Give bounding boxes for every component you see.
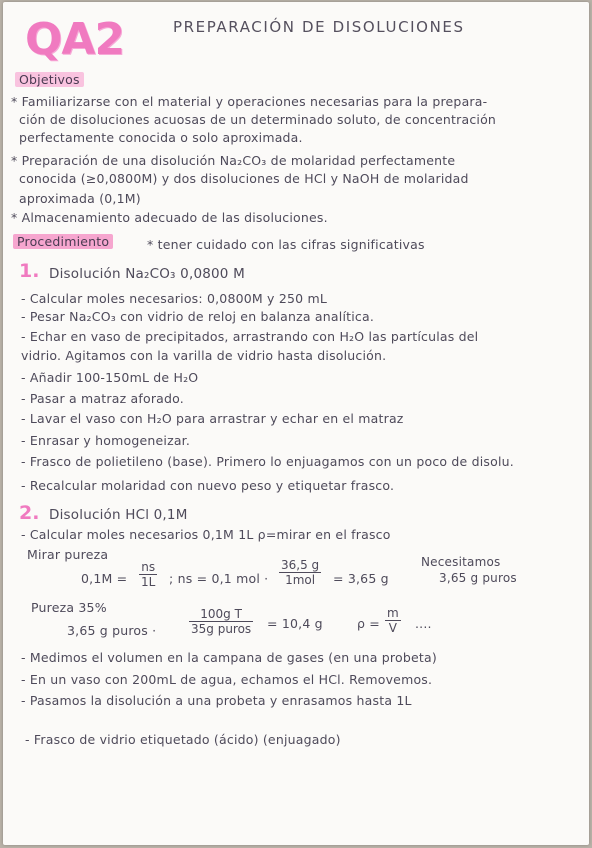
step-2-line: - En un vaso con 200mL de agua, echamos el HCl. Removemos. xyxy=(21,672,433,687)
eq2-fraction: 100g T 35g puros xyxy=(191,607,252,636)
objetivos-line: ción de disoluciones acuosas de un determinado soluto, de concentración xyxy=(19,112,497,127)
eq1-fraction: $\frac{ns}{1L}$ xyxy=(141,560,156,589)
step-1-line: - Pasar a matraz aforado. xyxy=(21,391,184,406)
step-2-mirar-pureza: Mirar pureza xyxy=(27,547,109,562)
step-1-line: - Pesar Na₂CO₃ con vidrio de reloj en balanza analítica. xyxy=(21,309,374,324)
necesitamos-value: 3,65 g puros xyxy=(439,571,517,585)
step-1-line: - Recalcular molaridad con nuevo peso y etiquetar frasco. xyxy=(21,478,395,493)
eq1-fraction-2: 36,5 g 1mol xyxy=(281,558,320,587)
objetivos-line: perfectamente conocida o solo aproximada. xyxy=(19,130,303,145)
eq1-result: = 3,65 g xyxy=(333,571,389,586)
step-2-line: - Medimos el volumen en la campana de gases (en una probeta) xyxy=(21,650,437,665)
pureza-label: Pureza 35% xyxy=(31,600,107,615)
step-1-line: - Echar en vaso de precipitados, arrastrando con H₂O las partículas del xyxy=(21,329,479,344)
page-title: PREPARACIÓN DE DISOLUCIONES xyxy=(173,18,465,36)
objetivos-line: * Almacenamiento adecuado de las disoluciones. xyxy=(11,210,328,225)
eq1-left: 0,1M = xyxy=(81,571,128,586)
step-1-line: - Añadir 100-150mL de H₂O xyxy=(21,370,199,385)
procedimiento-heading: Procedimiento xyxy=(13,234,113,249)
step-2-line: - Pasamos la disolución a una probeta y enrasamos hasta 1L xyxy=(21,693,412,708)
step-1-number: 1. xyxy=(19,260,40,282)
step-2-last-line: - Frasco de vidrio etiquetado (ácido) (enjuagado) xyxy=(25,732,341,747)
eq1-mid: ; ns = 0,1 mol · xyxy=(169,571,269,586)
step-1-line: - Frasco de polietileno (base). Primero lo enjuagamos con un poco de disolu. xyxy=(21,454,514,469)
step-2-number: 2. xyxy=(19,502,40,524)
procedimiento-note: * tener cuidado con las cifras significativas xyxy=(147,237,425,252)
objetivos-line: * Familiarizarse con el material y operaciones necesarias para la prepara- xyxy=(11,94,488,109)
notebook-page xyxy=(3,2,589,845)
eq2-left: 3,65 g puros · xyxy=(67,623,157,638)
step-1-line: vidrio. Agitamos con la varilla de vidrio hasta disolución. xyxy=(21,348,387,363)
rho-left: ρ = xyxy=(357,616,380,631)
rho-fraction: $\frac{m}{V}$ xyxy=(387,606,399,635)
eq2-result: = 10,4 g xyxy=(267,616,323,631)
step-1-title: Disolución Na₂CO₃ 0,0800 M xyxy=(49,266,245,282)
step-1-line: - Lavar el vaso con H₂O para arrastrar y echar en el matraz xyxy=(21,411,404,426)
objetivos-line: * Preparación de una disolución Na₂CO₃ de molaridad perfectamente xyxy=(11,153,456,168)
rho-dots: .... xyxy=(415,616,432,631)
course-code: QA2 xyxy=(25,14,125,65)
step-1-line: - Calcular moles necesarios: 0,0800M y 250 mL xyxy=(21,291,328,306)
objetivos-line: aproximada (0,1M) xyxy=(19,191,141,206)
step-2-calc-line: - Calcular moles necesarios 0,1M 1L ρ=mirar en el frasco xyxy=(21,527,391,542)
objetivos-heading: Objetivos xyxy=(15,72,84,87)
objetivos-line: conocida (≥0,0800M) y dos disoluciones de HCl y NaOH de molaridad xyxy=(19,171,469,186)
necesitamos-label: Necesitamos xyxy=(421,555,501,569)
step-2-title: Disolución HCl 0,1M xyxy=(49,507,188,523)
step-1-line: - Enrasar y homogeneizar. xyxy=(21,433,191,448)
